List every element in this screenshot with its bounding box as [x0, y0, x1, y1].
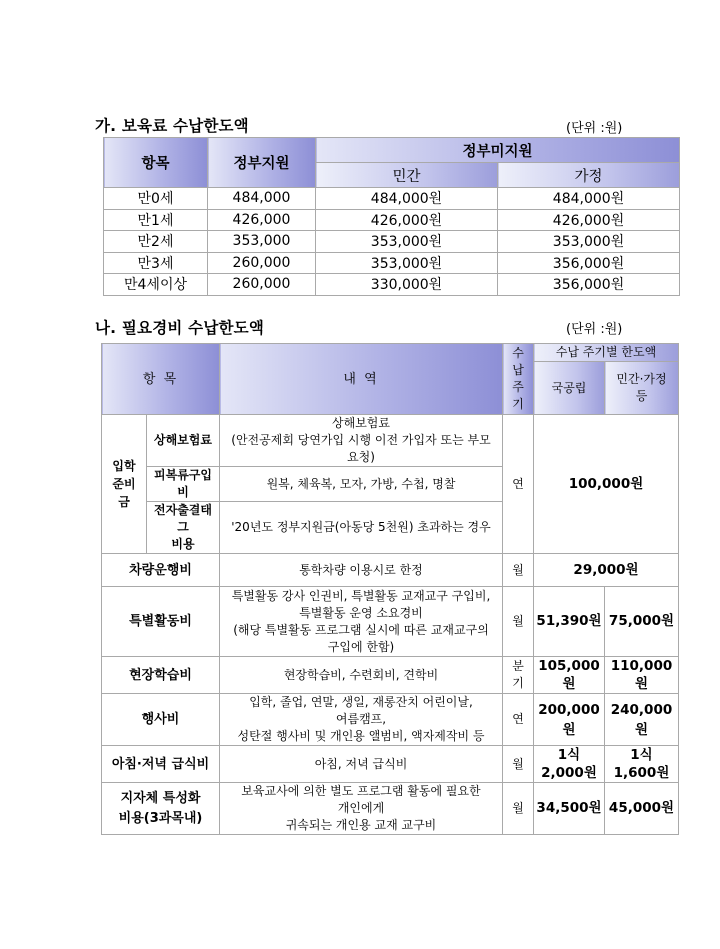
home-cell: 353,000원	[498, 231, 680, 253]
event-private: 240,000 원	[605, 694, 679, 746]
meal-private: 1식 1,600원	[605, 746, 679, 783]
bus-cycle: 월	[503, 554, 534, 587]
section1-unit: (단위 :원)	[566, 121, 623, 136]
header-item: 항목	[104, 138, 208, 188]
home-cell: 484,000원	[498, 188, 680, 210]
attendance-tag-detail: '20년도 정부지원금(아동당 5천원) 초과하는 경우	[220, 502, 503, 554]
header-home: 가정	[498, 163, 680, 188]
uniform-detail: 원복, 체육복, 모자, 가방, 수첩, 명찰	[220, 467, 503, 502]
section2-unit: (단위 :원)	[566, 322, 623, 337]
table-row	[104, 209, 680, 231]
childcare-fee-table	[103, 137, 680, 296]
home-cell: 356,000원	[498, 252, 680, 274]
header-cycle: 수 납 주 기	[503, 344, 534, 415]
local-special-detail: 보육교사에 의한 별도 프로그램 활동에 필요한 개인에게 귀속되는 개인용 교재 교구비	[220, 783, 503, 835]
private-cell: 330,000원	[316, 274, 498, 296]
local-special-label: 지자체 특성화 비용(3과목내)	[102, 783, 220, 835]
event-public: 200,000 원	[534, 694, 605, 746]
attendance-tag-label: 전자출결태 그 비용	[147, 502, 220, 554]
special-cycle: 월	[503, 587, 534, 657]
local-special-private: 45,000원	[605, 783, 679, 835]
special-private: 75,000원	[605, 587, 679, 657]
private-cell: 353,000원	[316, 252, 498, 274]
local-special-cycle: 월	[503, 783, 534, 835]
meal-detail: 아침, 저녁 급식비	[220, 746, 503, 783]
field-trip-public: 105,000 원	[534, 657, 605, 694]
age-cell: 만2세	[104, 231, 208, 253]
admission-amount: 100,000원	[534, 415, 679, 554]
gov-cell: 260,000	[208, 252, 316, 274]
gov-cell: 484,000	[208, 188, 316, 210]
event-cycle: 연	[503, 694, 534, 746]
header-private: 민간	[316, 163, 498, 188]
header-public: 국공립	[534, 362, 605, 415]
admission-cycle: 연	[503, 415, 534, 554]
event-label: 행사비	[102, 694, 220, 746]
event-detail: 입학, 졸업, 연말, 생일, 재롱잔치 어린이날, 여름캠프, 성탄절 행사비 및 개인용 앨범비, 액자제작비 등	[220, 694, 503, 746]
header-gov-support: 정부지원	[208, 138, 316, 188]
age-cell: 만0세	[104, 188, 208, 210]
meal-cycle: 월	[503, 746, 534, 783]
gov-cell: 426,000	[208, 209, 316, 231]
header-item: 항 목	[102, 344, 220, 415]
uniform-label: 피복류구입 비	[147, 467, 220, 502]
gov-cell: 353,000	[208, 231, 316, 253]
bus-label: 차량운행비	[102, 554, 220, 587]
bus-amount: 29,000원	[534, 554, 679, 587]
section1-title: 가. 보육료 수납한도액	[95, 117, 249, 135]
table-row	[104, 274, 680, 296]
section2-title: 나. 필요경비 수납한도액	[95, 319, 265, 337]
private-cell: 484,000원	[316, 188, 498, 210]
meal-public: 1식 2,000원	[534, 746, 605, 783]
field-trip-private: 110,000 원	[605, 657, 679, 694]
special-label: 특별활동비	[102, 587, 220, 657]
special-public: 51,390원	[534, 587, 605, 657]
insurance-label: 상해보험료	[147, 415, 220, 467]
field-trip-detail: 현장학습비, 수련회비, 견학비	[220, 657, 503, 694]
local-special-public: 34,500원	[534, 783, 605, 835]
admission-group-label: 입학 준비 금	[102, 415, 147, 554]
meal-label: 아침·저녁 급식비	[102, 746, 220, 783]
field-trip-cycle: 분 기	[503, 657, 534, 694]
special-detail: 특별활동 강사 인권비, 특별활동 교재교구 구입비, 특별활동 운영 소요경비 (해당 특별활동 프로그램 실시에 따른 교재교구의 구입에 한함)	[220, 587, 503, 657]
table-row	[104, 188, 680, 210]
table-row	[104, 231, 680, 253]
home-cell: 356,000원	[498, 274, 680, 296]
field-trip-label: 현장학습비	[102, 657, 220, 694]
header-nongov-support: 정부미지원	[316, 138, 680, 163]
private-cell: 353,000원	[316, 231, 498, 253]
private-cell: 426,000원	[316, 209, 498, 231]
age-cell: 만3세	[104, 252, 208, 274]
header-detail: 내 역	[220, 344, 503, 415]
header-private-home: 민간·가정 등	[605, 362, 679, 415]
table-row	[104, 252, 680, 274]
insurance-detail: 상해보험료 (안전공제회 당연가입 시행 이전 가입자 또는 부모 요청)	[220, 415, 503, 467]
age-cell: 만1세	[104, 209, 208, 231]
required-expenses-table	[101, 343, 679, 835]
bus-detail: 통학차량 이용시로 한정	[220, 554, 503, 587]
home-cell: 426,000원	[498, 209, 680, 231]
age-cell: 만4세이상	[104, 274, 208, 296]
header-cycle-limit: 수납 주기별 한도액	[534, 344, 679, 362]
gov-cell: 260,000	[208, 274, 316, 296]
